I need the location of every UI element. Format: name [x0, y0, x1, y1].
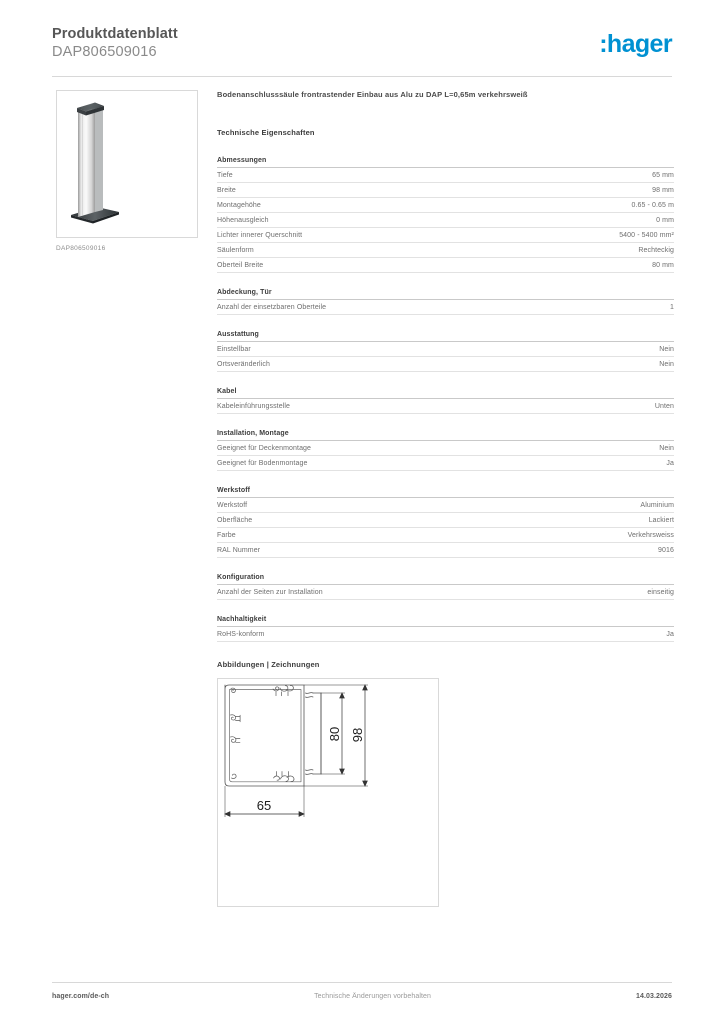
spec-row-label: Breite — [217, 186, 236, 194]
spec-row-label: RAL Nummer — [217, 546, 261, 554]
footer-website[interactable]: hager.com/de-ch — [52, 993, 110, 1000]
spec-group — [217, 388, 674, 414]
spec-row-label: Lichter innerer Querschnitt — [217, 231, 303, 239]
spec-row-value: Unten — [654, 402, 674, 410]
spec-row-label: RoHS-konform — [217, 630, 265, 638]
spec-row — [217, 258, 674, 273]
page-title: Produktdatenblatt — [52, 26, 178, 42]
spec-row-label: Oberteil Breite — [217, 261, 264, 269]
spec-group-heading: Installation, Montage — [217, 430, 674, 441]
spec-row — [217, 627, 674, 642]
product-reference: DAP806509016 — [52, 44, 157, 60]
spec-row-value: Ja — [666, 630, 674, 638]
spec-row-label: Anzahl der Seiten zur Installation — [217, 588, 323, 596]
spec-row-value: 80 mm — [652, 261, 674, 269]
page-footer — [52, 993, 672, 1000]
spec-group — [217, 616, 674, 642]
spec-row-label: Tiefe — [217, 171, 233, 179]
spec-row-value: Nein — [659, 444, 674, 452]
spec-row — [217, 399, 674, 414]
spec-group — [217, 289, 674, 315]
dimension-label-98: 98 — [350, 727, 365, 743]
footer-disclaimer: Technische Änderungen vorbehalten — [314, 993, 432, 1000]
product-description: Bodenanschlusssäule frontrastender Einbau aus Alu zu DAP L=0,65m verkehrsweiß — [217, 90, 528, 99]
spec-group — [217, 487, 674, 558]
page-header — [52, 26, 672, 74]
dimension-label-80: 80 — [327, 726, 342, 742]
dimension-label-65: 65 — [256, 798, 272, 813]
product-image-caption: DAP806509016 — [56, 245, 106, 252]
main-content — [217, 90, 674, 907]
spec-row-label: Höhenausgleich — [217, 216, 269, 224]
spec-row-value: Nein — [659, 360, 674, 368]
spec-group — [217, 574, 674, 600]
spec-row — [217, 228, 674, 243]
spec-group — [217, 331, 674, 372]
product-image-frame — [56, 90, 198, 238]
product-photo-column-icon — [57, 91, 197, 237]
spec-group-heading: Werkstoff — [217, 487, 674, 498]
spec-row-label: Geeignet für Deckenmontage — [217, 444, 312, 452]
drawings-title: Abbildungen | Zeichnungen — [217, 660, 320, 669]
spec-row — [217, 342, 674, 357]
cross-section-drawing — [218, 679, 438, 906]
spec-row-label: Montagehöhe — [217, 201, 261, 209]
spec-row — [217, 300, 674, 315]
specifications-list — [217, 157, 674, 642]
spec-row-value: Verkehrsweiss — [627, 531, 674, 539]
technical-properties-title: Technische Eigenschaften — [217, 128, 315, 137]
spec-row — [217, 183, 674, 198]
spec-row-label: Farbe — [217, 531, 236, 539]
spec-row-value: Ja — [666, 459, 674, 467]
spec-row-value: 0 mm — [656, 216, 674, 224]
spec-row — [217, 213, 674, 228]
spec-row-label: Einstellbar — [217, 345, 251, 353]
spec-group-heading: Kabel — [217, 388, 674, 399]
spec-row — [217, 456, 674, 471]
spec-row-label: Geeignet für Bodenmontage — [217, 459, 308, 467]
spec-row-value: 65 mm — [652, 171, 674, 179]
spec-group — [217, 157, 674, 273]
spec-row — [217, 513, 674, 528]
spec-group-heading: Abdeckung, Tür — [217, 289, 674, 300]
spec-row-value: Rechteckig — [638, 246, 674, 254]
spec-row-label: Oberfläche — [217, 516, 253, 524]
technical-drawing-frame — [217, 678, 439, 907]
spec-row — [217, 543, 674, 558]
spec-row-value: einseitig — [647, 588, 674, 596]
spec-group-heading: Konfiguration — [217, 574, 674, 585]
spec-row — [217, 198, 674, 213]
spec-row — [217, 528, 674, 543]
hager-logo: :hager — [599, 30, 672, 58]
spec-row — [217, 441, 674, 456]
spec-group-heading: Nachhaltigkeit — [217, 616, 674, 627]
spec-row-label: Werkstoff — [217, 501, 248, 509]
spec-row-label: Säulenform — [217, 246, 254, 254]
spec-row-label: Ortsveränderlich — [217, 360, 270, 368]
spec-row-value: 9016 — [658, 546, 674, 554]
spec-row-value: 1 — [670, 303, 674, 311]
header-divider — [52, 76, 672, 77]
spec-group-heading: Ausstattung — [217, 331, 674, 342]
footer-divider — [52, 982, 672, 983]
spec-row-value: Nein — [659, 345, 674, 353]
spec-row — [217, 585, 674, 600]
spec-group — [217, 430, 674, 471]
spec-row — [217, 498, 674, 513]
spec-row-value: 0.65 - 0.65 m — [631, 201, 674, 209]
spec-row-label: Anzahl der einsetzbaren Oberteile — [217, 303, 327, 311]
spec-group-heading: Abmessungen — [217, 157, 674, 168]
spec-row-value: 98 mm — [652, 186, 674, 194]
spec-row — [217, 243, 674, 258]
footer-date: 14.03.2026 — [635, 993, 672, 1000]
spec-row-label: Kabeleinführungsstelle — [217, 402, 291, 410]
spec-row-value: Lackiert — [648, 516, 674, 524]
spec-row-value: 5400 - 5400 mm² — [619, 231, 674, 239]
spec-row-value: Aluminium — [640, 501, 674, 509]
spec-row — [217, 357, 674, 372]
product-figure — [56, 90, 198, 252]
spec-row — [217, 168, 674, 183]
